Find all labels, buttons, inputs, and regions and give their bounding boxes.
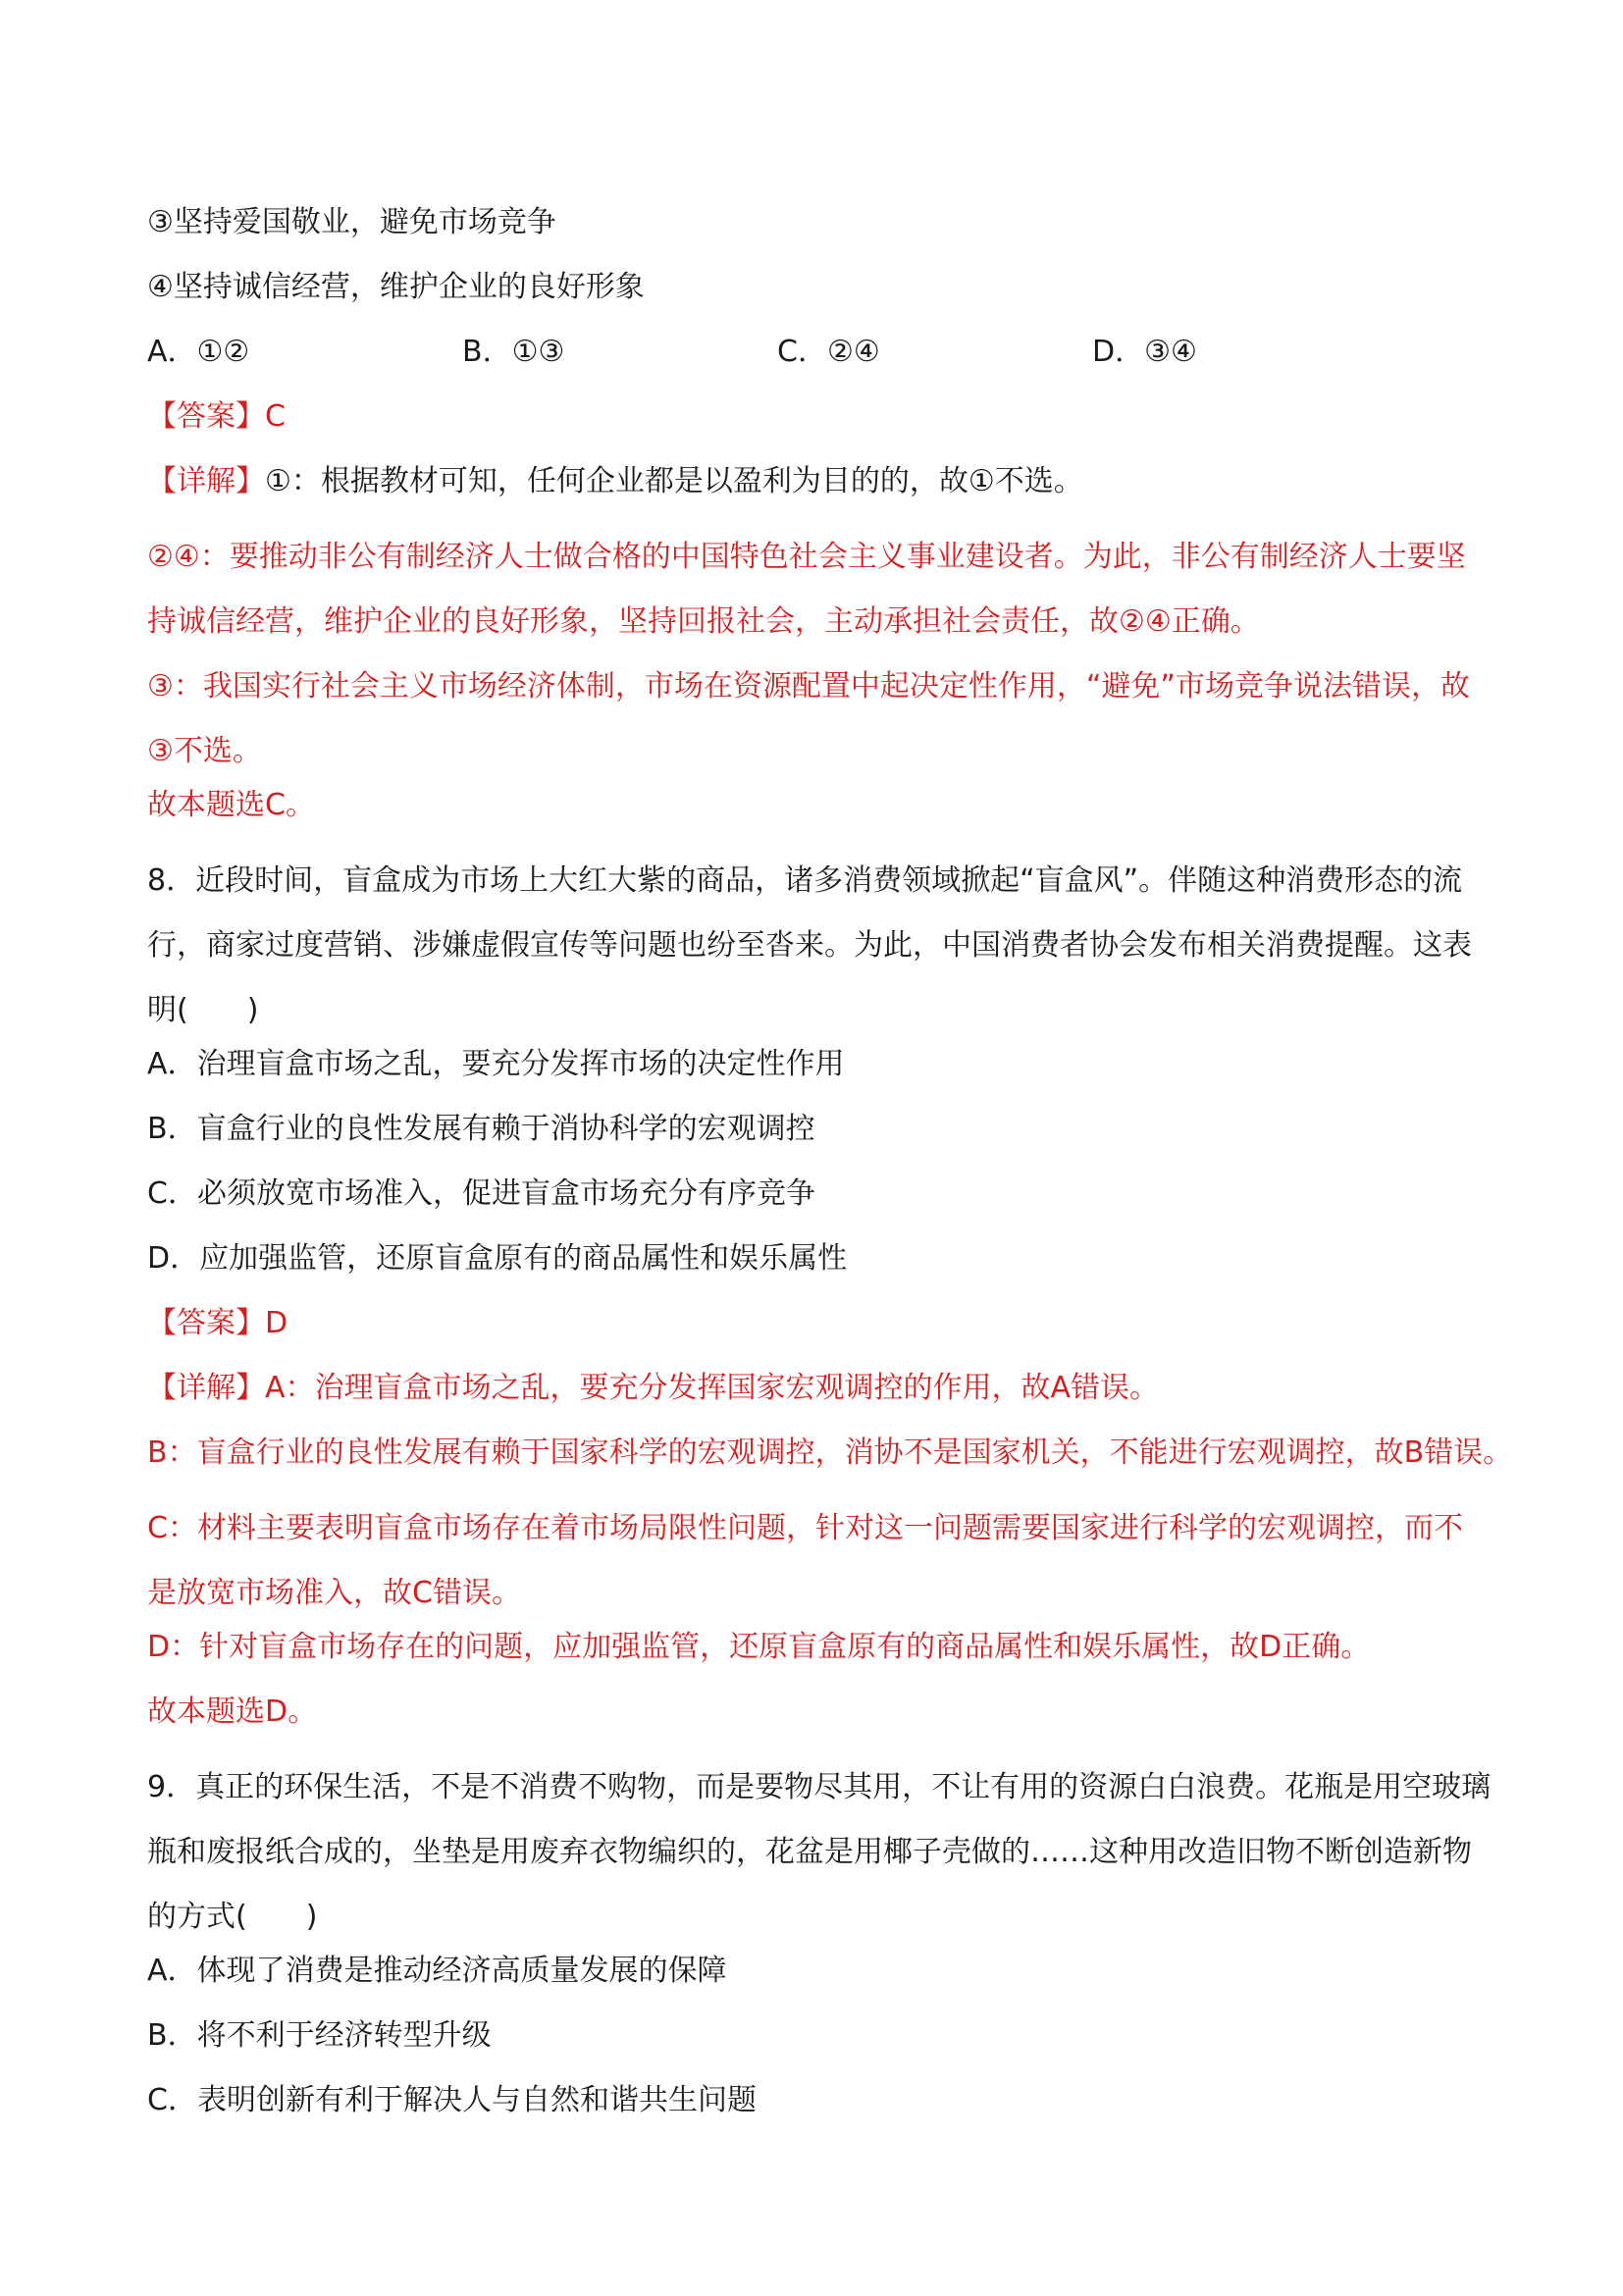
- q7-option-a: A．①②: [147, 335, 250, 369]
- q8-option-b: B．盲盒行业的良性发展有赖于消协科学的宏观调控: [147, 1112, 815, 1146]
- q8-option-c: C．必须放宽市场准入，促进盲盒市场充分有序竞争: [147, 1176, 815, 1211]
- q7-option-c: C．②④: [777, 335, 880, 369]
- q8-answer: [147, 1302, 1492, 1345]
- q8-conclusion: 故本题选D。: [147, 1695, 318, 1729]
- q7-options: [147, 331, 1492, 374]
- q7-option-b: B．①③: [462, 335, 565, 369]
- q8-detail-b: B：盲盒行业的良性发展有赖于国家科学的宏观调控，消协不是国家机关，不能进行宏观调控，故B错误。: [147, 1435, 1513, 1470]
- answer-tag: 【答案】: [147, 1306, 265, 1340]
- q8-option-d: D．应加强监管，还原盲盒原有的商品属性和娱乐属性: [147, 1241, 848, 1276]
- q9-option-c: C．表明创新有利于解决人与自然和谐共生问题: [147, 2083, 757, 2117]
- q7-answer: [147, 395, 1492, 439]
- q7-detail-2: ②④：要推动非公有制经济人士做合格的中国特色社会主义事业建设者。为此，非公有制经济人士要坚持诚信经营，维护企业的良好形象，坚持回报社会，主动承担社会责任，故②④正确。: [147, 540, 1466, 639]
- answer-tag: 【答案】: [147, 399, 265, 434]
- document-page: [147, 201, 1513, 2144]
- q7-option-d: D．③④: [1092, 335, 1197, 369]
- detail-text: ①：根据教材可知，任何企业都是以盈利为目的的，故①不选。: [265, 464, 1083, 498]
- q7-detail-3: ③：我国实行社会主义市场经济体制，市场在资源配置中起决定性作用，“避免”市场竞争说法错误，故③不选。: [147, 669, 1470, 768]
- q8-stem: 8．近段时间，盲盒成为市场上大红大紫的商品，诸多消费领域掀起“盲盒风”。伴随这种消费形态的流行，商家过度营销、涉嫌虚假宣传等问题也纷至沓来。为此，中国消费者协会发布相关消费提醒。这表明( ): [147, 863, 1472, 1027]
- q7-detail-1: [147, 460, 1492, 503]
- detail-tag: 【详解】: [147, 1371, 265, 1405]
- q7-statement-3: ③坚持爱国敬业，避免市场竞争: [147, 205, 556, 239]
- q8-detail-c: C：材料主要表明盲盒市场存在着市场局限性问题，针对这一问题需要国家进行科学的宏观调控，而不是放宽市场准入，故C错误。: [147, 1511, 1463, 1610]
- q8-detail-a: [147, 1367, 1492, 1410]
- q9-option-b: B．将不利于经济转型升级: [147, 2018, 492, 2053]
- detail-text: A：治理盲盒市场之乱，要充分发挥国家宏观调控的作用，故A错误。: [265, 1371, 1160, 1405]
- answer-value: C: [265, 399, 286, 434]
- answer-value: D: [265, 1306, 288, 1340]
- q7-conclusion: 故本题选C。: [147, 788, 315, 822]
- q9-stem: 9．真正的环保生活，不是不消费不购物，而是要物尽其用，不让有用的资源白白浪费。花瓶是用空玻璃瓶和废报纸合成的，坐垫是用废弃衣物编织的，花盆是用椰子壳做的……这种用改造旧物不断创造新物的方式( ): [147, 1770, 1492, 1934]
- q9-option-a: A．体现了消费是推动经济高质量发展的保障: [147, 1954, 727, 1988]
- q7-statement-4: ④坚持诚信经营，维护企业的良好形象: [147, 270, 645, 304]
- q8-option-a: A．治理盲盒市场之乱，要充分发挥市场的决定性作用: [147, 1047, 845, 1081]
- detail-tag: 【详解】: [147, 464, 265, 498]
- q8-detail-d: D：针对盲盒市场存在的问题，应加强监管，还原盲盒原有的商品属性和娱乐属性，故D正确。: [147, 1630, 1371, 1664]
